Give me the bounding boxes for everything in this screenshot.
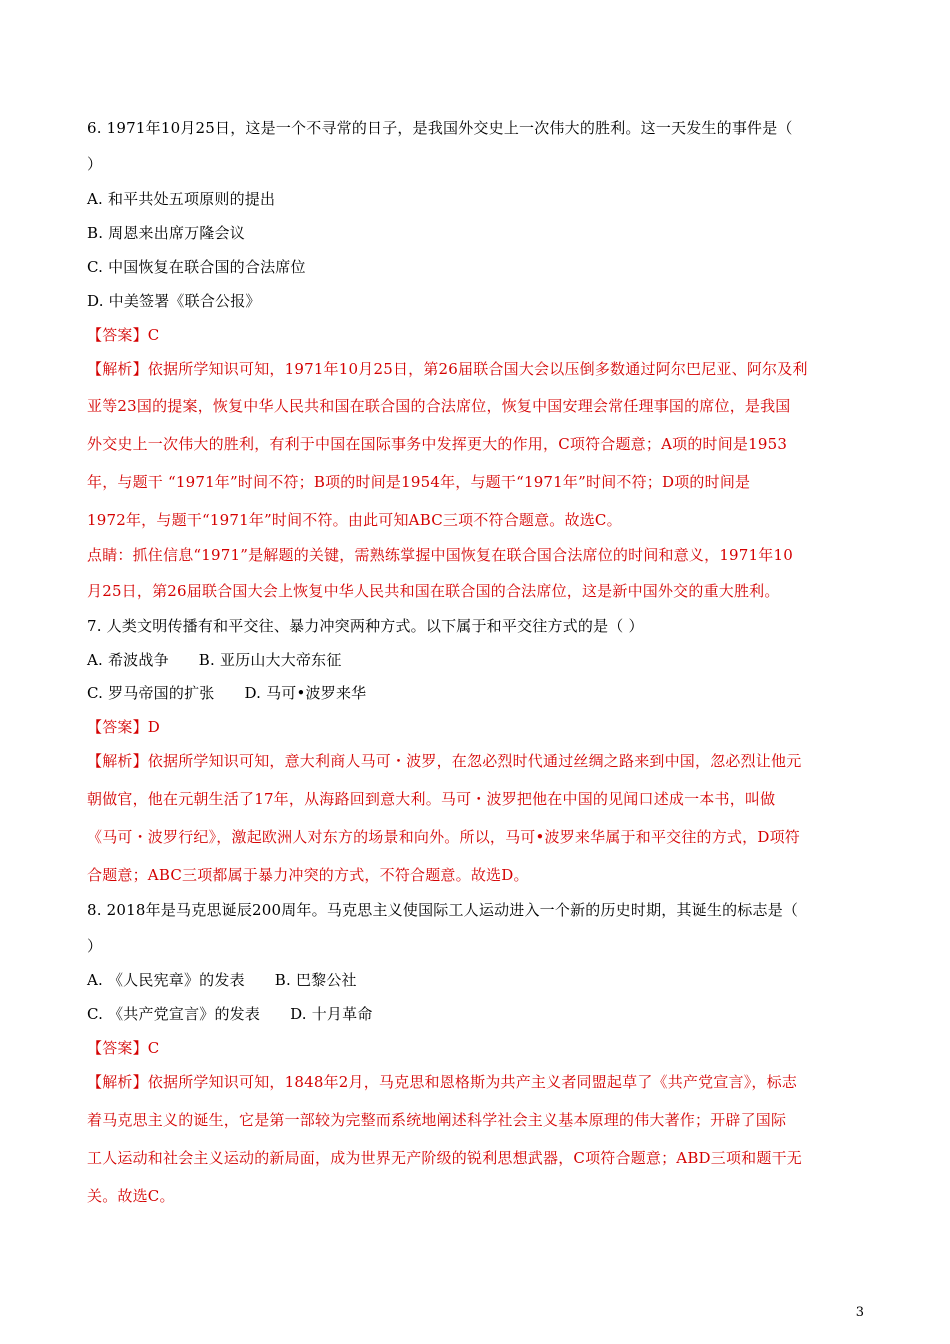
q6-analysis-line1: 【解析】依据所学知识可知，1971年10月25日，第26届联合国大会以压倒多数通过阿尔巴尼亚、阿尔及利 bbox=[87, 360, 808, 378]
q8-analysis-line2: 着马克思主义的诞生，它是第一部较为完整而系统地阐述科学社会主义基本原理的伟大著作；开辟了国际 bbox=[87, 1111, 787, 1129]
q7-options-row2 bbox=[87, 683, 867, 703]
q8-options-row2 bbox=[87, 1004, 867, 1024]
q8-options-row1 bbox=[87, 970, 867, 990]
q7-analysis-line4: 合题意；ABC三项都属于暴力冲突的方式，不符合题意。故选D。 bbox=[87, 866, 529, 884]
q8-option-a: A. 《人民宪章》的发表 bbox=[87, 971, 245, 989]
q8-analysis-line3: 工人运动和社会主义运动的新局面，成为世界无产阶级的锐利思想武器，C项符合题意；ABD三项和题干无 bbox=[87, 1149, 802, 1167]
q6-answer: 【答案】C bbox=[87, 326, 160, 344]
q8-stem-line2: ） bbox=[87, 937, 103, 955]
q7-stem: 7. 人类文明传播有和平交往、暴力冲突两种方式。以下属于和平交往方式的是（ ） bbox=[87, 617, 644, 635]
q6-stem-line2: ） bbox=[87, 155, 103, 173]
q8-analysis-line4: 关。故选C。 bbox=[87, 1187, 175, 1205]
q7-analysis-line1: 【解析】依据所学知识可知，意大利商人马可・波罗，在忽必烈时代通过丝绸之路来到中国，忽必烈让他元 bbox=[87, 752, 802, 770]
q6-tip-line1: 点睛：抓住信息“1971”是解题的关键，需熟练掌握中国恢复在联合国合法席位的时间和意义，1971年10 bbox=[87, 546, 793, 564]
q8-option-d: D. 十月革命 bbox=[290, 1005, 373, 1023]
q6-analysis-line3: 外交史上一次伟大的胜利，有利于中国在国际事务中发挥更大的作用，C项符合题意；A项的时间是1953 bbox=[87, 435, 788, 453]
q7-analysis-line2: 朝做官，他在元朝生活了17年，从海路回到意大利。马可・波罗把他在中国的见闻口述成一本书，叫做 bbox=[87, 790, 776, 808]
q6-option-d: D. 中美签署《联合公报》 bbox=[87, 292, 261, 310]
q7-option-d: D. 马可•波罗来华 bbox=[244, 684, 367, 702]
q8-option-b: B. 巴黎公社 bbox=[274, 971, 357, 989]
q6-analysis-line4: 年，与题干 “1971年”时间不符；B项的时间是1954年，与题干“1971年”时间不符；D项的时间是 bbox=[87, 473, 751, 491]
q7-option-b: B. 亚历山大大帝东征 bbox=[198, 651, 342, 669]
q8-answer: 【答案】C bbox=[87, 1039, 160, 1057]
q8-analysis-line1: 【解析】依据所学知识可知，1848年2月，马克思和恩格斯为共产主义者同盟起草了《共产党宣言》，标志 bbox=[87, 1073, 798, 1091]
q6-option-c: C. 中国恢复在联合国的合法席位 bbox=[87, 258, 306, 276]
q6-analysis-line2: 亚等23国的提案，恢复中华人民共和国在联合国的合法席位，恢复中国安理会常任理事国的席位，是我国 bbox=[87, 397, 791, 415]
page-number: 3 bbox=[855, 1305, 864, 1320]
q7-option-c: C. 罗马帝国的扩张 bbox=[87, 684, 215, 702]
q7-options-row1 bbox=[87, 650, 867, 670]
q7-answer: 【答案】D bbox=[87, 718, 161, 736]
q6-option-a: A. 和平共处五项原则的提出 bbox=[87, 190, 276, 208]
q6-tip-line2: 月25日，第26届联合国大会上恢复中华人民共和国在联合国的合法席位，这是新中国外交的重大胜利。 bbox=[87, 582, 780, 600]
q7-analysis-line3: 《马可・波罗行纪》，激起欧洲人对东方的场景和向外。所以，马可•波罗来华属于和平交往的方式，D项符 bbox=[87, 828, 800, 846]
q6-analysis-line5: 1972年，与题干“1971年”时间不符。由此可知ABC三项不符合题意。故选C。 bbox=[87, 511, 622, 529]
q6-option-b: B. 周恩来出席万隆会议 bbox=[87, 224, 245, 242]
q6-stem-line1: 6. 1971年10月25日，这是一个不寻常的日子，是我国外交史上一次伟大的胜利。这一天发生的事件是（ bbox=[87, 119, 793, 137]
q8-option-c: C. 《共产党宣言》的发表 bbox=[87, 1005, 261, 1023]
q7-option-a: A. 希波战争 bbox=[87, 651, 169, 669]
q8-stem-line1: 8. 2018年是马克思诞辰200周年。马克思主义使国际工人运动进入一个新的历史时期，其诞生的标志是（ bbox=[87, 901, 799, 919]
